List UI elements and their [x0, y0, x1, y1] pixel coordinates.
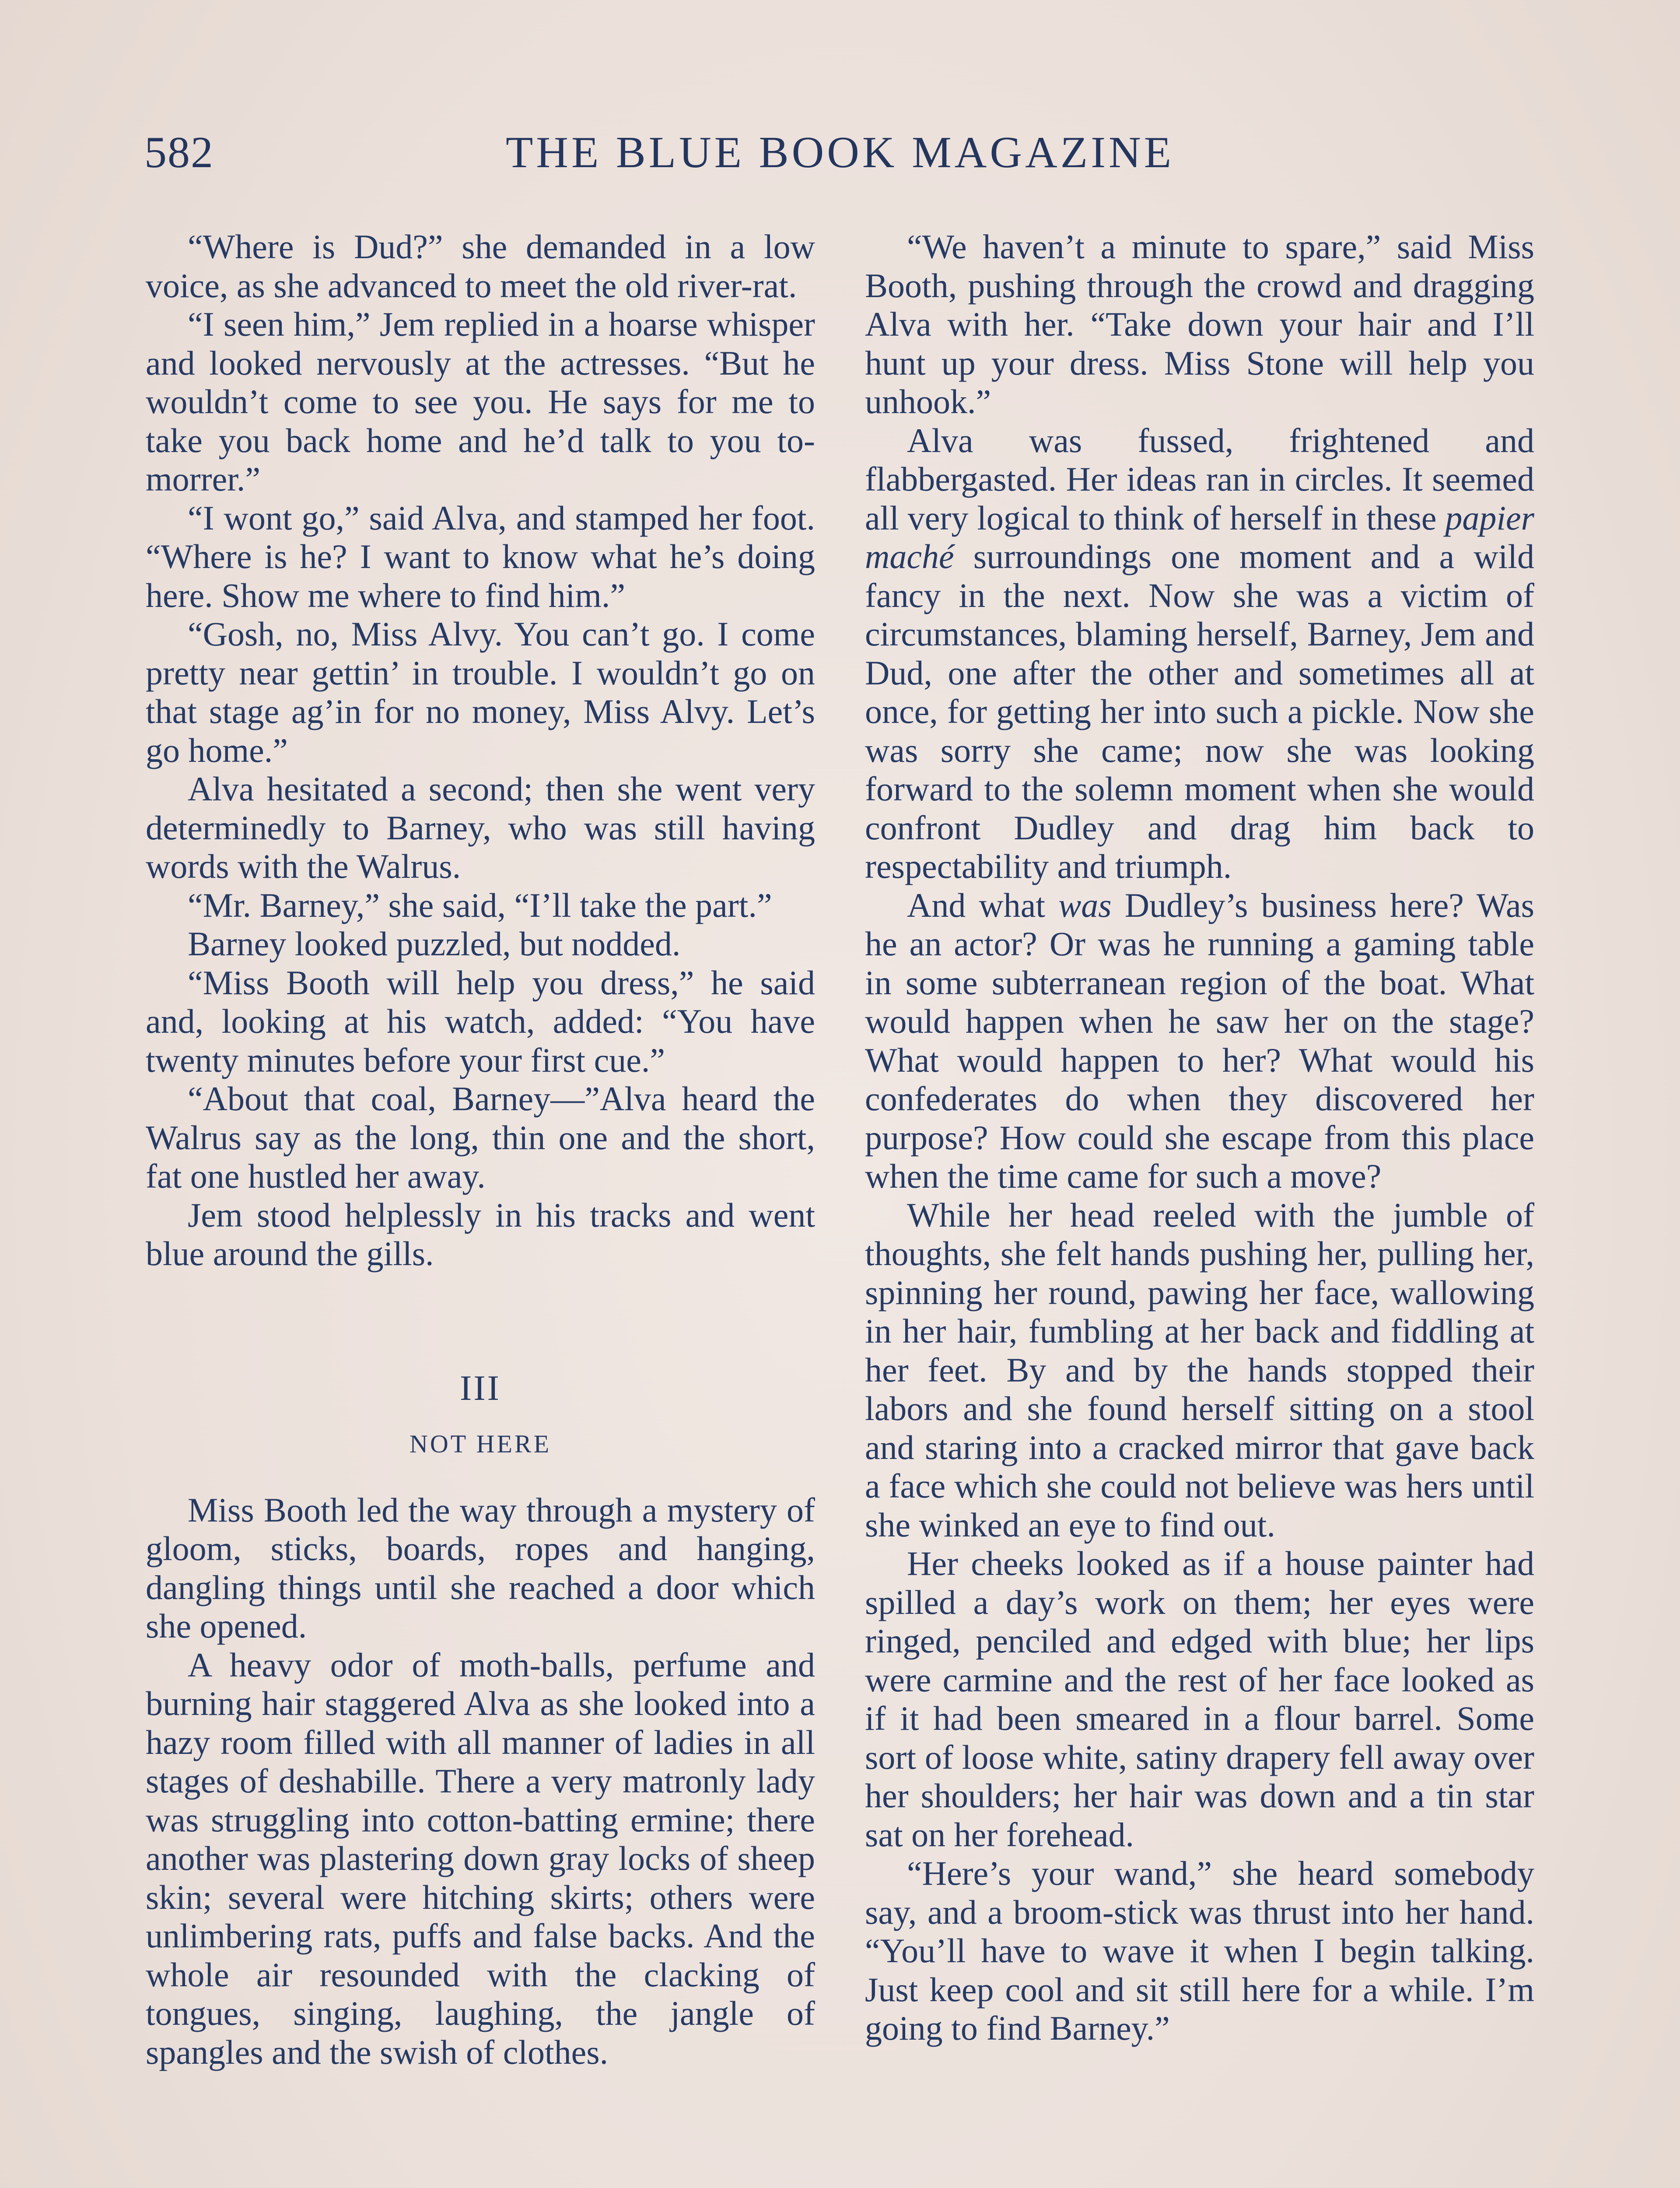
- paragraph: “Where is Dud?” she demanded in a low voice, as she advanced to meet the old river-rat.: [146, 228, 815, 305]
- paragraph-text: And what: [907, 886, 1059, 924]
- paragraph: “I seen him,” Jem replied in a hoarse whisper and looked nervously at the actresses. “But he wouldn’t come to see you. He says for me to take you back home and he’d talk to you to-morrer.”: [146, 305, 815, 498]
- italic-word: was: [1058, 886, 1112, 924]
- paragraph: “Here’s your wand,” she heard somebody say, and a broom-stick was thrust into her hand. “You’ll have to wave it when I begin talking. Just keep cool and sit still here for a while. I’m going to find Barney.”: [865, 1854, 1534, 2047]
- paragraph: Her cheeks looked as if a house painter had spilled a day’s work on them; her eyes were ringed, penciled and edged with blue; her lips were carmine and the rest of her face looked as if it had been smeared in a flour barrel. Some sort of loose white, satiny drapery fell away over her shoulders; her hair was down and a tin star sat on her forehead.: [865, 1544, 1534, 1854]
- paragraph: “Mr. Barney,” she said, “I’ll take the part.”: [188, 886, 772, 924]
- right-column: [865, 228, 1534, 2048]
- paragraph: [865, 886, 1534, 1196]
- paragraph: “Miss Booth will help you dress,” he said and, looking at his watch, added: “You have twenty minutes before your first cue.”: [146, 963, 815, 1079]
- paragraph: Alva hesitated a second; then she went very determinedly to Barney, who was still having words with the Walrus.: [146, 770, 815, 885]
- paragraph: “We haven’t a minute to spare,” said Miss Booth, pushing through the crowd and dragging Alva with her. “Take down your hair and I’ll hunt up your dress. Miss Stone will help you unhook.”: [865, 228, 1534, 421]
- paragraph: “About that coal, Barney—”Alva heard the Walrus say as the long, thin one and the short, fat one hustled her away.: [146, 1080, 815, 1195]
- left-column: [146, 228, 815, 2072]
- paragraph: Jem stood helplessly in his tracks and went blue around the gills.: [146, 1196, 815, 1273]
- chapter-numeral: III: [460, 1368, 501, 1408]
- paragraph-text: surroundings one moment and a wild fancy in the next. Now she was a victim of circumstances, blaming herself, Barney, Jem and Dud, one after the other and sometimes all at once, for getting her into such a pickle. Now she was sorry she came; now she was looking forward to the solemn moment when she would confront Dudley and drag him back to respectability and triumph.: [865, 537, 1534, 885]
- page-header: [144, 127, 1536, 184]
- paragraph: [865, 421, 1534, 886]
- running-title: THE BLUE BOOK MAGAZINE: [505, 128, 1174, 177]
- paragraph: Barney looked puzzled, but nodded.: [188, 925, 681, 963]
- paragraph: Miss Booth led the way through a mystery of gloom, sticks, boards, ropes and hanging, dangling things until she reached a door which she opened.: [146, 1490, 815, 1645]
- paragraph-text: Dudley’s business here? Was he an actor? Or was he running a gaming table in some subterranean region of the boat. What would happen when he saw her on the stage? What would happen to her? What would his confederates do when they discovered her purpose? How could she escape from this place when the time came for such a move?: [865, 886, 1534, 1195]
- paragraph-text: Alva was fussed, frightened and flabbergasted. Her ideas ran in circles. It seemed all very logical to think of herself in these: [865, 421, 1534, 537]
- chapter-title: NOT HERE: [409, 1430, 552, 1458]
- paragraph: While her head reeled with the jumble of thoughts, she felt hands pushing her, pulling her, spinning her round, pawing her face, wallowing in her hair, fumbling at her back and fiddling at her feet. By and by the hands stopped their labors and she found herself sitting on a stool and staring into a cracked mirror that gave back a face which she could not believe was hers until she winked an eye to find out.: [865, 1196, 1534, 1544]
- italic-phrase: papier maché: [865, 498, 1534, 575]
- page-number: 582: [144, 128, 214, 177]
- paragraph: “I wont go,” said Alva, and stamped her foot. “Where is he? I want to know what he’s doing here. Show me where to find him.”: [146, 498, 815, 614]
- paragraph: “Gosh, no, Miss Alvy. You can’t go. I come pretty near gettin’ in trouble. I wouldn’t go on that stage ag’in for no money, Miss Alvy. Let’s go home.”: [146, 615, 815, 769]
- paragraph: A heavy odor of moth-balls, perfume and burning hair staggered Alva as she looked into a hazy room filled with all manner of ladies in all stages of deshabille. There a very matronly lady was struggling into cotton-batting ermine; there another was plastering down gray locks of sheep skin; several were hitching skirts; others were unlimbering rats, puffs and false backs. And the whole air resounded with the clacking of tongues, singing, laughing, the jangle of spangles and the swish of clothes.: [146, 1645, 815, 2071]
